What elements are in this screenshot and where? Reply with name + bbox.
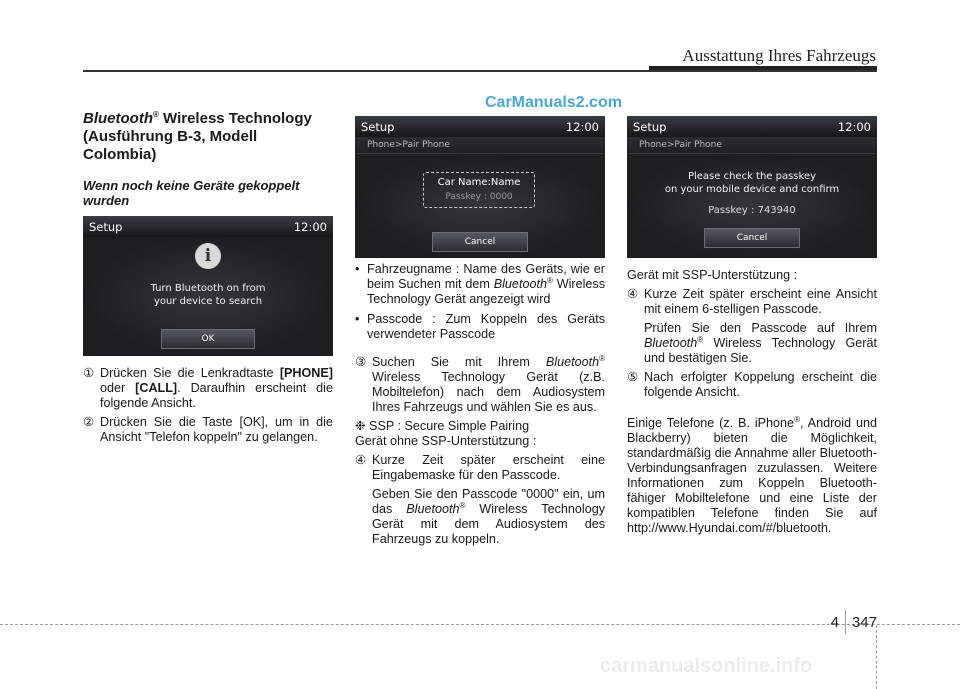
- screen-body: [355, 154, 605, 258]
- bluetooth-brand: Bluetooth: [406, 502, 460, 516]
- screen-body: [83, 237, 333, 356]
- screen-title: Setup: [633, 119, 667, 134]
- passkey: Passkey : 743940: [708, 205, 796, 216]
- screen-topbar: [355, 116, 605, 137]
- step-number: ⑤: [627, 370, 639, 384]
- bullet-dot: •: [355, 312, 360, 326]
- bullet-text: Fahrzeugname : Name des Geräts, wie er beim Suchen mit dem: [367, 262, 605, 291]
- registered-mark: ®: [794, 414, 800, 424]
- screen-pair-phone-passkey: [355, 116, 605, 258]
- breadcrumb: Phone>Pair Phone: [627, 137, 877, 154]
- registered-mark: ®: [152, 110, 159, 119]
- step-text: Suchen Sie mit Ihrem: [372, 355, 546, 369]
- ok-button[interactable]: OK: [161, 329, 255, 349]
- bullet-passcode: [355, 312, 605, 342]
- screen-clock: 12:00: [293, 219, 327, 234]
- registered-mark: ®: [599, 353, 605, 363]
- registered-mark: ®: [459, 500, 466, 510]
- step-text: Nach erfolgter Koppelung erscheint die folgende Ansicht.: [644, 370, 877, 399]
- step-4-no-ssp: [355, 453, 605, 483]
- section-title-rest: Wireless Technology (Ausführung B-3, Modell Colombia): [83, 110, 312, 163]
- cancel-button[interactable]: Cancel: [704, 228, 800, 248]
- step-text: oder: [100, 381, 136, 395]
- step-4-ssp: [627, 287, 877, 317]
- screen-clock: 12:00: [565, 119, 599, 134]
- step-number: ④: [627, 287, 639, 301]
- chapter-number: 4: [830, 613, 839, 631]
- screen-body: [627, 154, 877, 258]
- phone-key: [PHONE]: [279, 366, 333, 380]
- step-text: Prüfen Sie den Passcode auf Ihrem: [644, 321, 877, 335]
- section-title-brand: Bluetooth: [83, 110, 153, 127]
- paragraph-text: Einige Telefone (z. B. iPhone: [627, 416, 795, 430]
- screen-title: Setup: [361, 119, 395, 134]
- info-icon: i: [195, 243, 221, 269]
- bluetooth-brand: Bluetooth: [644, 336, 698, 350]
- compatibility-paragraph: [627, 416, 877, 536]
- step-number: ①: [83, 366, 95, 380]
- screen-message-line1: Please check the passkey: [687, 171, 817, 182]
- step-1: [83, 366, 333, 411]
- column-2: [355, 262, 605, 551]
- watermark-bottom: carmanualsonline.info: [600, 655, 813, 677]
- registered-mark: ®: [697, 334, 704, 344]
- no-ssp-heading: Gerät ohne SSP-Unterstützung :: [355, 434, 537, 448]
- step-text: Wireless Technology Gerät mit dem Audiosystem des Fahrzeugs zu koppeln.: [372, 502, 606, 546]
- bullet-text: Wireless Technology Gerät angezeigt wird: [367, 277, 605, 306]
- screen-bluetooth-search: [83, 216, 333, 356]
- step-2: [83, 415, 333, 445]
- column-1-steps: [83, 366, 333, 449]
- step-text: Kurze Zeit später erscheint eine Ansicht mit einem 6-stelligen Passcode.: [644, 287, 877, 316]
- car-name: Car Name:Name: [437, 177, 521, 188]
- section-title: [83, 110, 333, 164]
- breadcrumb: Phone>Pair Phone: [355, 137, 605, 154]
- bullet-car-name: [355, 262, 605, 307]
- screen-message-line1: Turn Bluetooth on from: [150, 283, 266, 294]
- column-3: [627, 268, 877, 536]
- bluetooth-brand: Bluetooth: [545, 355, 600, 369]
- bullet-dot: •: [355, 262, 360, 276]
- step-text: Drücken Sie die Lenkradtaste: [100, 366, 280, 380]
- section-subtitle: Wenn noch keine Geräte gekoppelt wurden: [83, 178, 300, 208]
- step-number: ②: [83, 415, 95, 429]
- call-key: [CALL]: [135, 381, 178, 395]
- watermark-top: CarManuals2.com: [485, 94, 622, 111]
- screen-topbar: [627, 116, 877, 137]
- screen-topbar: [83, 216, 333, 237]
- column-1: [83, 110, 333, 208]
- step-number: ③: [355, 355, 367, 369]
- footer-divider: [876, 625, 877, 689]
- step-3: [355, 355, 605, 415]
- step-5: [627, 370, 877, 400]
- screen-message-line2: on your mobile device and confirm: [664, 184, 840, 195]
- header-rule: [83, 70, 877, 72]
- step-text: Wireless Technology Gerät (z.B. Mobiltelefon) nach dem Audiosystem Ihres Fahrzeugs und wählen Sie es aus.: [372, 370, 605, 414]
- screen-title: Setup: [89, 219, 123, 234]
- passkey: Passkey : 0000: [445, 192, 513, 202]
- bullet-text: Passcode : Zum Koppeln des Geräts verwendeter Passcode: [367, 312, 605, 341]
- page-number: [831, 610, 877, 634]
- step-text: Geben Sie den Passcode "0000" ein, um das: [372, 487, 605, 516]
- bluetooth-brand: Bluetooth: [493, 277, 547, 291]
- step-4-detail: [355, 487, 605, 547]
- footer-rule: [0, 624, 960, 625]
- step-text: Kurze Zeit später erscheint eine Eingabemaske für den Passcode.: [372, 453, 605, 482]
- cancel-button[interactable]: Cancel: [432, 232, 528, 252]
- screen-clock: 12:00: [837, 119, 871, 134]
- ssp-heading: Gerät mit SSP-Unterstützung :: [627, 268, 798, 282]
- page-header-title: Ausstattung Ihres Fahrzeugs: [682, 46, 876, 65]
- registered-mark: ®: [546, 275, 553, 285]
- step-text: . Daraufhin erscheint die folgende Ansicht.: [100, 381, 333, 410]
- screen-confirm-passkey: [627, 116, 877, 258]
- car-name-box: [423, 172, 535, 208]
- paragraph-text: , Android und Blackberry) bieten die Möglichkeit, standardmäßig die Annahme aller Bluetooth-Verbindungsanfragen zuzulassen. Weitere Informationen zum Koppeln Bluetooth-fähiger Mobiltelefone und eine Liste der kompatiblen Telefone finden Sie auf http://www.Hyundai.com/#/bluetooth.: [627, 416, 877, 535]
- page-number-value: 347: [851, 613, 877, 631]
- screen-message-line2: your device to search: [153, 296, 263, 307]
- step-text: Wireless Technology Gerät und bestätigen Sie.: [644, 336, 877, 365]
- step-number: ④: [355, 453, 367, 467]
- step-text: Drücken Sie die Taste [OK], um in die Ansicht "Telefon koppeln" zu gelangen.: [100, 415, 333, 444]
- step-4-detail: [627, 321, 877, 366]
- ssp-note: ❉ SSP : Secure Simple Pairing: [355, 419, 530, 433]
